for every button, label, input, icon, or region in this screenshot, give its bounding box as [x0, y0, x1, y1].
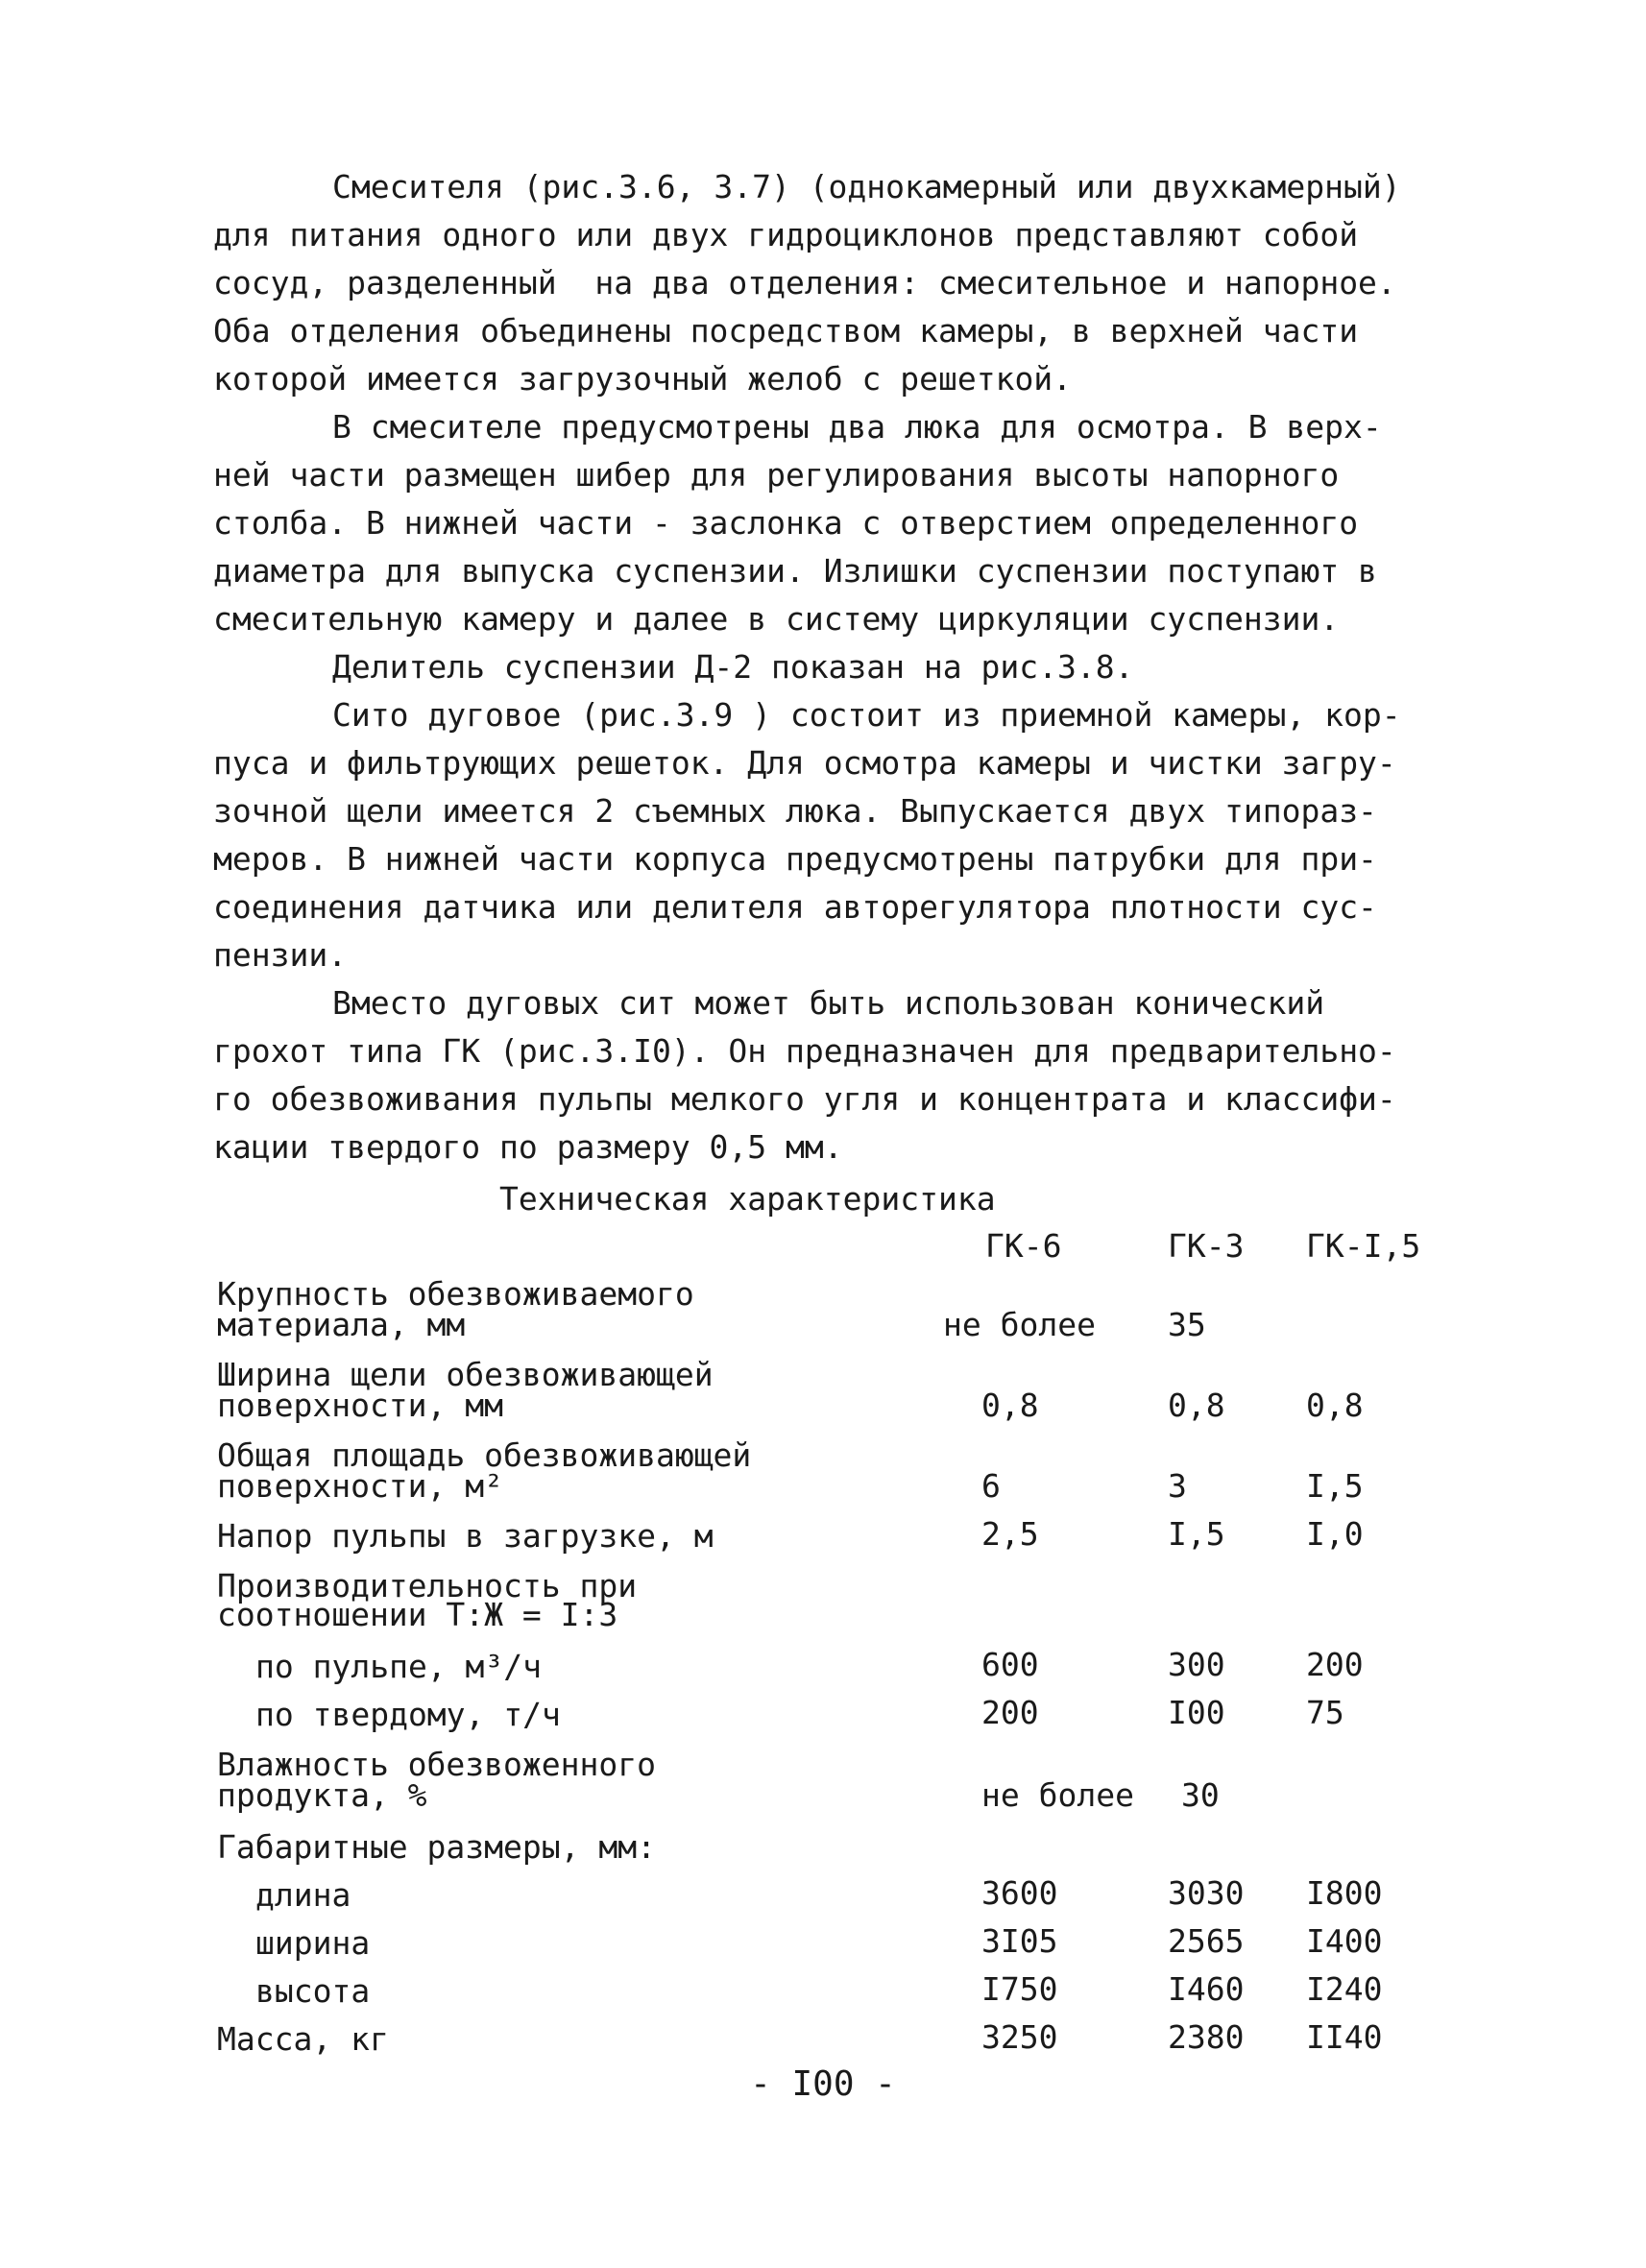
- column-header: ГК-3: [1168, 1227, 1245, 1265]
- row-label: ширина: [255, 1924, 371, 1962]
- text-line: пуса и фильтрующих решеток. Для осмотра камеры и чистки загру-: [213, 744, 1396, 782]
- text-line: ней части размещен шибер для регулирования высоты напорного: [213, 456, 1340, 494]
- row-label: материала, мм: [217, 1306, 466, 1343]
- table-title: Техническая характеристика: [499, 1180, 996, 1218]
- row-label: по твердому, т/ч: [255, 1696, 561, 1733]
- row-label: Габаритные размеры, мм:: [217, 1828, 656, 1866]
- cell: I,5: [1168, 1515, 1225, 1553]
- cell: I750: [981, 1970, 1058, 2008]
- cell: не более: [981, 1776, 1134, 1814]
- row-label: по пульпе, м³/ч: [255, 1648, 543, 1685]
- text-line: для питания одного или двух гидроциклонов представляют собой: [213, 216, 1359, 253]
- text-line: В смесителе предусмотрены два люка для осмотра. В верх-: [332, 408, 1382, 446]
- column-header: ГК-I,5: [1306, 1227, 1421, 1265]
- text-line: смесительную камеру и далее в систему циркуляции суспензии.: [213, 600, 1340, 638]
- text-line: меров. В нижней части корпуса предусмотрены патрубки для при-: [213, 840, 1377, 878]
- paragraph-divider: [213, 643, 1452, 691]
- text-line: грохот типа ГК (рис.3.I0). Он предназначен для предварительно-: [213, 1032, 1396, 1070]
- row-label: высота: [255, 1972, 371, 2010]
- cell: I460: [1168, 1970, 1245, 2008]
- cell: 0,8: [1168, 1387, 1225, 1424]
- cell: I,5: [1306, 1467, 1364, 1505]
- text-line: Оба отделения объединены посредством камеры, в верхней части: [213, 312, 1359, 350]
- cell: 0,8: [981, 1387, 1039, 1424]
- text-line: го обезвоживания пульпы мелкого угля и концентрата и классифи-: [213, 1080, 1396, 1118]
- text-line: которой имеется загрузочный желоб с решеткой.: [213, 360, 1073, 398]
- text-line: Сито дуговое (рис.3.9 ) состоит из приемной камеры, кор-: [332, 696, 1401, 734]
- cell: 600: [981, 1646, 1039, 1683]
- row-label: Общая площадь обезвоживающей: [217, 1436, 752, 1474]
- text-line: Вместо дуговых сит может быть использован конический: [332, 984, 1325, 1022]
- text-line: Смесителя (рис.3.6, 3.7) (однокамерный или двухкамерный): [332, 168, 1401, 205]
- cell: 3I05: [981, 1922, 1058, 1960]
- cell: 200: [1306, 1646, 1364, 1683]
- row-label: Крупность обезвоживаемого: [217, 1275, 694, 1313]
- row-label: поверхности, мм: [217, 1387, 504, 1424]
- text-line: зочной щели имеется 2 съемных люка. Выпускается двух типораз-: [213, 792, 1377, 830]
- text-line: столба. В нижней части - заслонка с отверстием определенного: [213, 504, 1359, 542]
- cell: 3030: [1168, 1874, 1245, 1912]
- page-number: - I00 -: [750, 2064, 896, 2104]
- cell: 3: [1168, 1467, 1187, 1505]
- cell: I,0: [1306, 1515, 1364, 1553]
- text-line: сосуд, разделенный на два отделения: смесительное и напорное.: [213, 264, 1396, 302]
- cell: 35: [1168, 1306, 1206, 1343]
- cell: I00: [1168, 1694, 1225, 1731]
- column-header: ГК-6: [985, 1227, 1062, 1265]
- cell: II40: [1306, 2018, 1383, 2056]
- paragraph-mixer-details: [213, 403, 1452, 643]
- text-line: кации твердого по размеру 0,5 мм.: [213, 1128, 843, 1166]
- text-line: диаметра для выпуска суспензии. Излишки суспензии поступают в: [213, 552, 1377, 590]
- cell: 200: [981, 1694, 1039, 1731]
- cell: I800: [1306, 1874, 1383, 1912]
- cell: I240: [1306, 1970, 1383, 2008]
- text-line: соединения датчика или делителя авторегулятора плотности сус-: [213, 888, 1377, 926]
- row-label: продукта, %: [217, 1776, 427, 1814]
- row-label: Ширина щели обезвоживающей: [217, 1356, 714, 1393]
- text-line: Делитель суспензии Д-2 показан на рис.3.8.: [332, 648, 1134, 686]
- paragraph-sieve: [213, 691, 1452, 979]
- cell: 30: [1181, 1776, 1220, 1814]
- row-label: Масса, кг: [217, 2020, 389, 2058]
- cell: 6: [981, 1467, 1001, 1505]
- row-label: Напор пульпы в загрузке, м: [217, 1517, 714, 1555]
- text-line: пензии.: [213, 936, 348, 974]
- cell: I400: [1306, 1922, 1383, 1960]
- cell: 3250: [981, 2018, 1058, 2056]
- cell: 2380: [1168, 2018, 1245, 2056]
- row-label: поверхности, м²: [217, 1467, 504, 1505]
- row-label: длина: [255, 1876, 351, 1914]
- cell: 75: [1306, 1694, 1344, 1731]
- cell: 2565: [1168, 1922, 1245, 1960]
- row-label: Влажность обезвоженного: [217, 1746, 656, 1783]
- paragraph-mixer: [213, 163, 1452, 403]
- cell: не более: [943, 1306, 1096, 1343]
- paragraph-screen: [213, 979, 1452, 1171]
- cell: 0,8: [1306, 1387, 1364, 1424]
- cell: 3600: [981, 1874, 1058, 1912]
- cell: 2,5: [981, 1515, 1039, 1553]
- cell: 300: [1168, 1646, 1225, 1683]
- row-label: Производительность при: [217, 1567, 638, 1604]
- row-label: соотношении Т:Ж = I:3: [217, 1596, 618, 1633]
